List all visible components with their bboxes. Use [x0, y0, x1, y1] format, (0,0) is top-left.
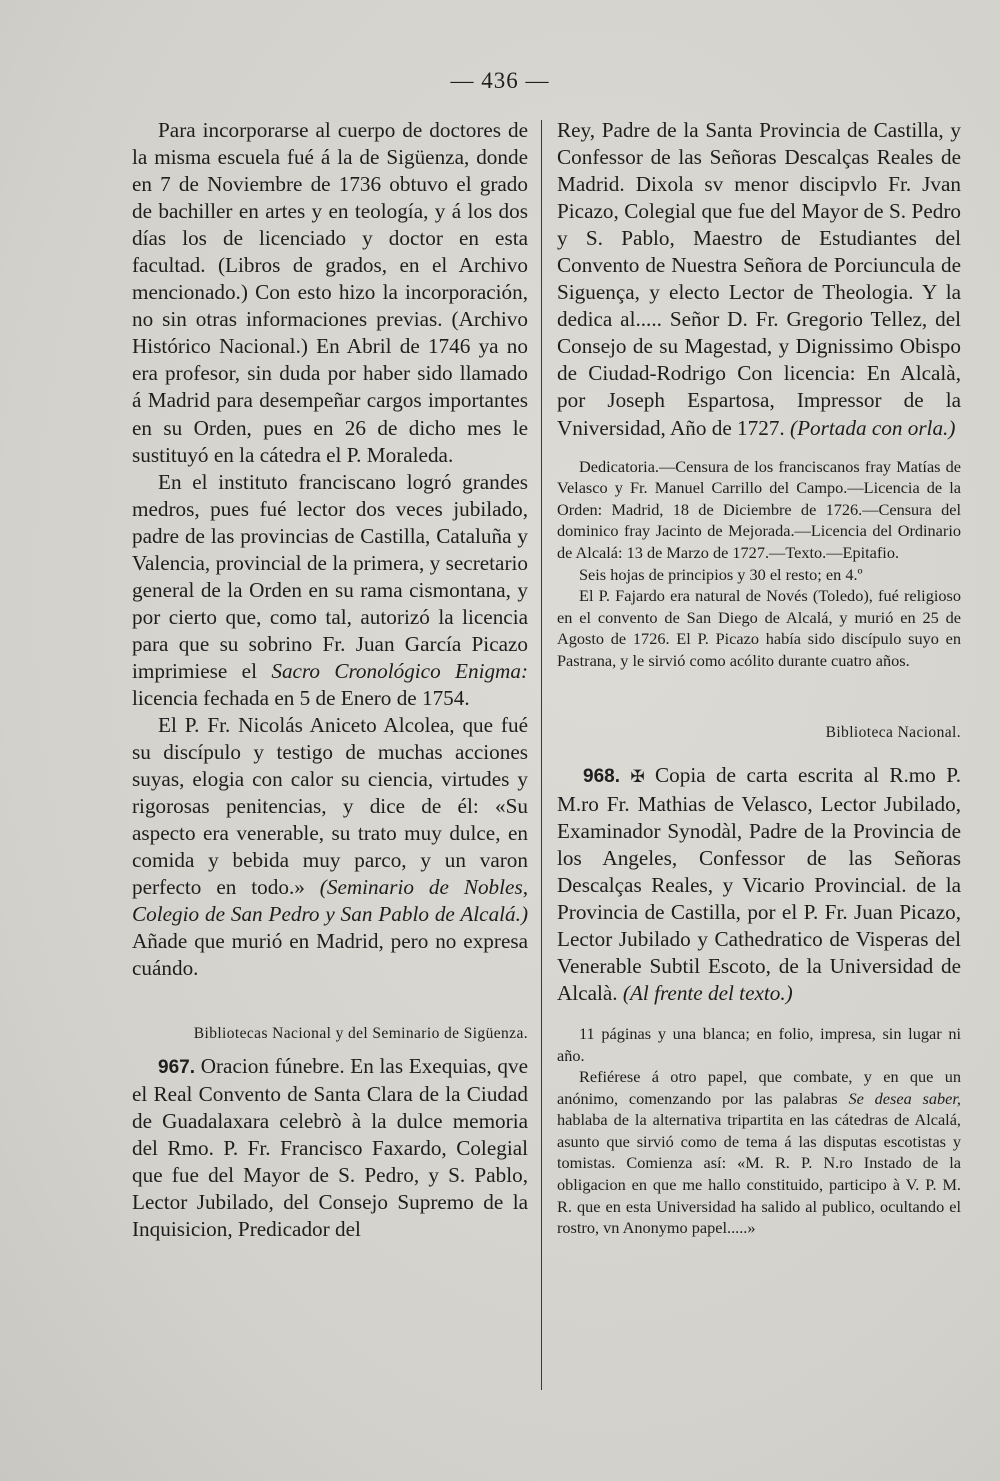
entry-968-number: 968. [583, 765, 620, 787]
note-refierese-italic: Se desea saber, [848, 1088, 961, 1108]
paragraph-3-source: (Seminario de Nobles, Colegio de San Pedro y San Pablo de Alcalá.) [132, 875, 528, 927]
entry-967-number: 967. [158, 1056, 195, 1078]
entry-967-cont-text: Rey, Padre de la Santa Provincia de Castilla, y Confessor de las Señoras Descalças Reales de Madrid. Dixola sv menor discipvlo Fr. Jvan Picazo, Colegial que fue del Mayor de S. Pedro y S. Pablo, Maestro de Estudiantes del Convento de Nuestra Señora de Porciuncula de Siguença, y electo Lector de Theologia. Y la dedica al..... Señor D. Fr. Gregorio Tellez, del Consejo de su Magestad, y Dignissimo Obispo de Ciudad-Rodrigo Con licencia: En Alcalà, por Joseph Espartosa, Impressor de la Vniversidad, Año de 1727. [557, 118, 961, 440]
note-hojas: Seis hojas de principios y 30 el resto; en 4.º [579, 564, 863, 584]
book-title: Sacro Cronológico Enigma: [271, 658, 528, 683]
paragraph-2-text-b: licencia fechada en 5 de Enero de 1754. [132, 685, 470, 710]
library-note-2: Biblioteca Nacional. [825, 723, 961, 741]
column-divider [541, 120, 542, 1390]
cross-icon: ✠ [630, 766, 645, 787]
page-number: — 436 — [450, 68, 550, 93]
paragraph-1: Para incorporarse al cuerpo de doctores de la misma escuela fué á la de Sigüenza, donde en 7 de Noviembre de 1736 obtuvo el grado de bachiller en artes y en teología, y á los dos días los de licenciado y doctor en esta facultad. (Libros de grados, en el Archivo mencionado.) Con esto hizo la incorporación, no sin otras informaciones previas. (Archivo Histórico Nacional.) En Abril de 1746 ya no era profesor, sin duda por haber sido llamado á Madrid para desempeñar cargos importantes en su Orden, pues en 26 de dicho mes le sustituyó en la cátedra el P. Moraleda. [132, 118, 528, 467]
note-dedicatoria: Dedicatoria.—Censura de los franciscanos fray Matías de Velasco y Fr. Manuel Carrillo del Campo.—Licencia de la Orden: Madrid, 18 de Diciembre de 1726.—Censura del dominico fray Jacinto de Mejorada.—Licencia del Ordinario de Alcalá: 13 de Marzo de 1727.—Texto.—Epitafio. [557, 456, 961, 562]
paragraph-3 [132, 712, 528, 982]
right-column [557, 117, 961, 1239]
paragraph-3-text-b: Añade que murió en Madrid, pero no expresa cuándo. [132, 929, 528, 981]
left-column [132, 117, 528, 1243]
entry-968-text: Copia de carta escrita al R.mo P. M.ro Fr. Mathias de Velasco, Lector Jubilado, Examinador Synodàl, Padre de la Provincia de los Angeles, Confessor de las Señoras Descalças Reales, y Vicario Provincial. de la Provincia de Castilla, por el P. Fr. Juan Picazo, Lector Jubilado y Cathedratico de Visperas del Venerable Subtil Escoto, de la Universidad de Alcalà. [557, 762, 962, 1005]
note-paginas: 11 páginas y una blanca; en folio, impresa, sin lugar ni año. [557, 1023, 961, 1065]
note-refierese [557, 1066, 961, 1239]
entry-967-cont-italic: (Portada con orla.) [790, 415, 956, 440]
library-note-1: Bibliotecas Nacional y del Seminario de Sigüenza. [193, 1024, 528, 1042]
note-refierese-text-b: hablaba de la alternativa tripartita en las cátedras de Alcalá, asunto que sirvió como de tema á las disputas escotistas y tomistas. Comienza así: «M. R. P. N.ro Instado de la obligacion en que me hallo constituido, participo à V. P. M. R. que en esta Universidad ha salido al publico, ocultando el rostro, vn Anonymo papel.....» [557, 1110, 961, 1238]
note-refierese-text-a: Refiérese á otro papel, que combate, y en que un anónimo, comenzando por las palabras [557, 1067, 961, 1108]
entry-967-text: Oracion fúnebre. En las Exequias, qve el Real Convento de Santa Clara de la Ciudad de Guadalaxara celebrò à la dulce memoria del Rmo. P. Fr. Francisco Faxardo, Colegial que fue del Mayor de S. Pedro, y S. Pablo, Lector Jubilado, del Consejo Supremo de la Inquisicion, Predicador del [132, 1053, 528, 1241]
note-fajardo: El P. Fajardo era natural de Novés (Toledo), fué religioso en el convento de San Diego de Alcalá, y murió en 25 de Agosto de 1726. El P. Picazo había sido discípulo suyo en Pastrana, y le sirvió como acólito durante cuatro años. [557, 586, 961, 670]
entry-967 [132, 1053, 528, 1243]
entry-968 [557, 762, 961, 1007]
paragraph-2-text-a: En el instituto franciscano logró grandes medros, pues fué lector dos veces jubilado, padre de las provincias de Castilla, Cataluña y Valencia, provincial de la primera, y secretario general de la Orden en su rama cismontana, y por cierto que, como tal, autorizó la licencia para que su sobrino Fr. Juan García Picazo imprimiese el [132, 469, 528, 683]
entry-967-continuation [557, 117, 961, 442]
paragraph-3-text-a: El P. Fr. Nicolás Aniceto Alcolea, que fué su discípulo y testigo de muchas acciones suyas, elogia con calor su ciencia, virtudes y rigorosas penitencias, y dice de él: «Su aspecto era venerable, su trato muy dulce, en comida y bebida muy parco, y un varon perfecto en todo.» [132, 713, 528, 900]
entry-968-italic: (Al frente del texto.) [622, 980, 793, 1005]
paragraph-2 [132, 469, 528, 712]
